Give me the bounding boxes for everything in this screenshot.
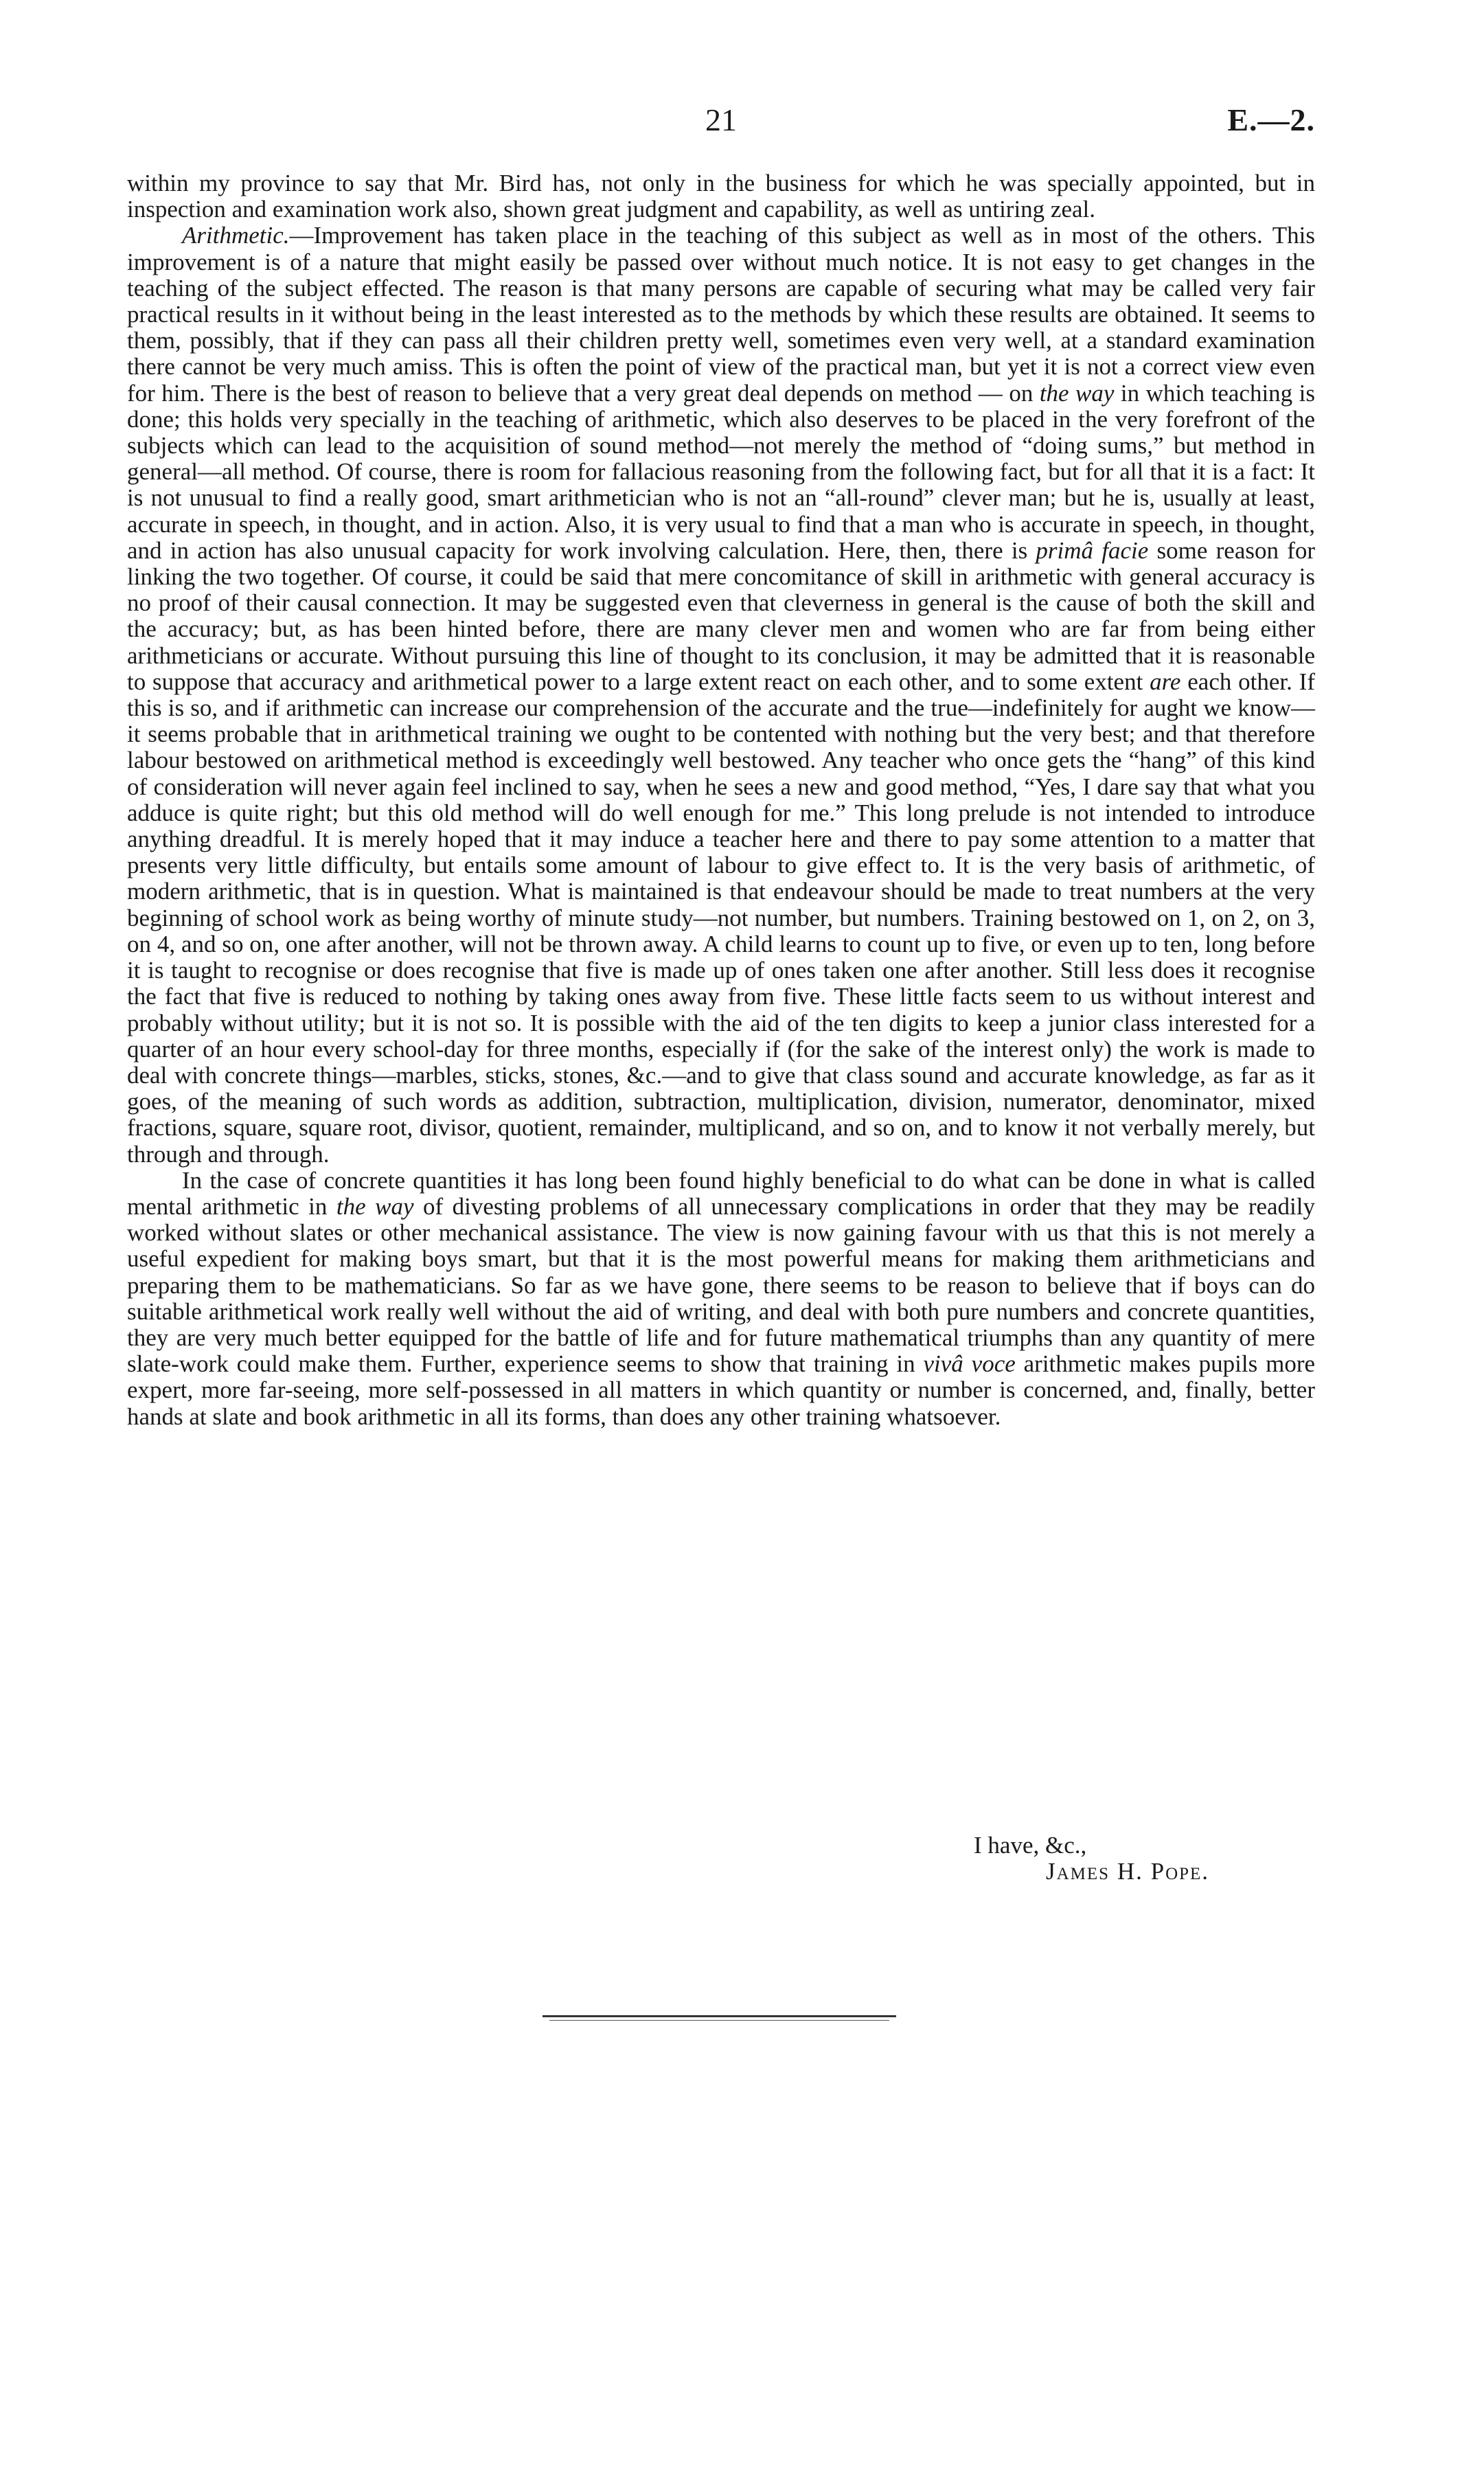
document-reference: E.—2. [1227, 102, 1315, 137]
letter-closing [974, 1832, 1317, 1885]
page-number: 21 [705, 102, 737, 137]
paragraph-mental-arithmetic: In the case of concrete quantities it has long been found highly beneficial to do what can be done in what is called mental arithmetic in the way of divesting problems of all unnecessary complications in order that they may be readily worked without slates or other mechanical assistance. The view is now gaining favour with us that this is not merely a useful expedient for making boys smart, but that it is the most powerful means for making them arithmeticians and preparing them to be mathematicians. So far as we have gone, there seems to be reason to believe that if boys can do suitable arithmetical work really well without the aid of writing, and deal with both pure numbers and concrete quantities, they are very much better equipped for the battle of life and for future mathematical triumphs than any quantity of mere slate-work could make them. Further, experience seems to show that training in vivâ voce arithmetic makes pupils more expert, more far-seeing, more self-possessed in all matters in which quantity or number is concerned, and, finally, better hands at slate and book arithmetic in all its forms, than does any other training whatsoever. [127, 1166, 1316, 1430]
signature: James H. Pope. [1046, 1858, 1210, 1885]
end-rule [543, 2015, 896, 2017]
end-rule-thin [549, 2020, 889, 2021]
paragraph-continuation: within my province to say that Mr. Bird has, not only in the business for which he was specially appointed, but in inspection and examination work also, shown great judgment and capability, as well as untiring zeal. [127, 170, 1315, 223]
paragraph-arithmetic: Arithmetic.—Improvement has taken place in the teaching of this subject as well as in most of the others. This improvement is of a nature that might easily be passed over without much notice. It is not easy to get changes in the teaching of the subject effected. The reason is that many persons are capable of securing what may be called very fair practical results in it without being in the least interested as to the methods by which these results are obtained. It seems to them, possibly, that if they can pass all their children pretty well, sometimes even very well, at a standard examination there cannot be very much amiss. This is often the point of view of the practical man, but yet it is not a correct view even for him. There is the best of reason to believe that a very great deal depends on method — on the way in which teaching is done; this holds very specially in the teaching of arithmetic, which also deserves to be placed in the very forefront of the subjects which can lead to the acquisition of sound method—not merely the method of “doing sums,” but method in general—all method. Of course, there is room for fallacious reasoning from the following fact, but for all that it is a fact: It is not unusual to find a really good, smart arithmetician who is not an “all-round” clever man; but he is, usually at least, accurate in speech, in thought, and in action. Also, it is very usual to find that a man who is accurate in speech, in thought, and in action has also unusual capacity for work involving calculation. Here, then, there is primâ facie some reason for linking the two together. Of course, it could be said that mere concomitance of skill in arithmetic with general accuracy is no proof of their causal connection. It may be suggested even that cleverness in general is the cause of both the skill and the accuracy; but, as has been hinted before, there are many clever men and women who are far from being either arithmeticians or accurate. Without pursuing this line of thought to its conclusion, it may be admitted that it is reasonable to suppose that accuracy and arithmetical power to a large extent react on each other, and to some extent are each other. If this is so, and if arithmetic can increase our comprehension of the accurate and the true—indefinitely for aught we know—it seems probable that in arithmetical training we ought to be contented with nothing but the very best; and that therefore labour bestowed on arithmetical method is exceedingly well bestowed. Any teacher who once gets the “hang” of this kind of consideration will never again feel inclined to say, when he sees a new and good method, “Yes, I dare say that what you adduce is quite right; but this old method will do well enough for me.” This long prelude is not intended to introduce anything dreadful. It is merely hoped that it may induce a teacher here and there to pay some attention to a matter that presents very little difficulty, but entails some amount of labour to give effect to. It is the very basis of arithmetic, of modern arithmetic, that is in question. What is maintained is that endeavour should be made to treat numbers at the very beginning of school work as being worthy of minute study—not number, but numbers. Training bestowed on 1, on 2, on 3, on 4, and so on, one after another, will not be thrown away. A child learns to count up to five, or even up to ten, long before it is taught to recognise or does recognise that five is made up of ones taken one after another. Still less does it recognise the fact that five is reduced to nothing by taking ones away from five. These little facts seem to us without interest and probably without utility; but it is not so. It is possible with the aid of the ten digits to keep a junior class interested for a quarter of an hour every school-day for three months, especially if (for the sake of the interest only) the work is made to deal with concrete things—marbles, sticks, stones, &c.—and to give that class sound and accurate knowledge, as far as it goes, of the meaning of such words as addition, subtraction, multiplication, division, numerator, denominator, mixed fractions, square, square root, divisor, quotient, remainder, multiplicand, and so on, and to know it not verbally merely, but through and through. [127, 222, 1316, 1168]
page-header [127, 102, 1315, 150]
closing-salutation: I have, &c., [974, 1832, 1087, 1859]
report-body [127, 170, 1315, 1430]
